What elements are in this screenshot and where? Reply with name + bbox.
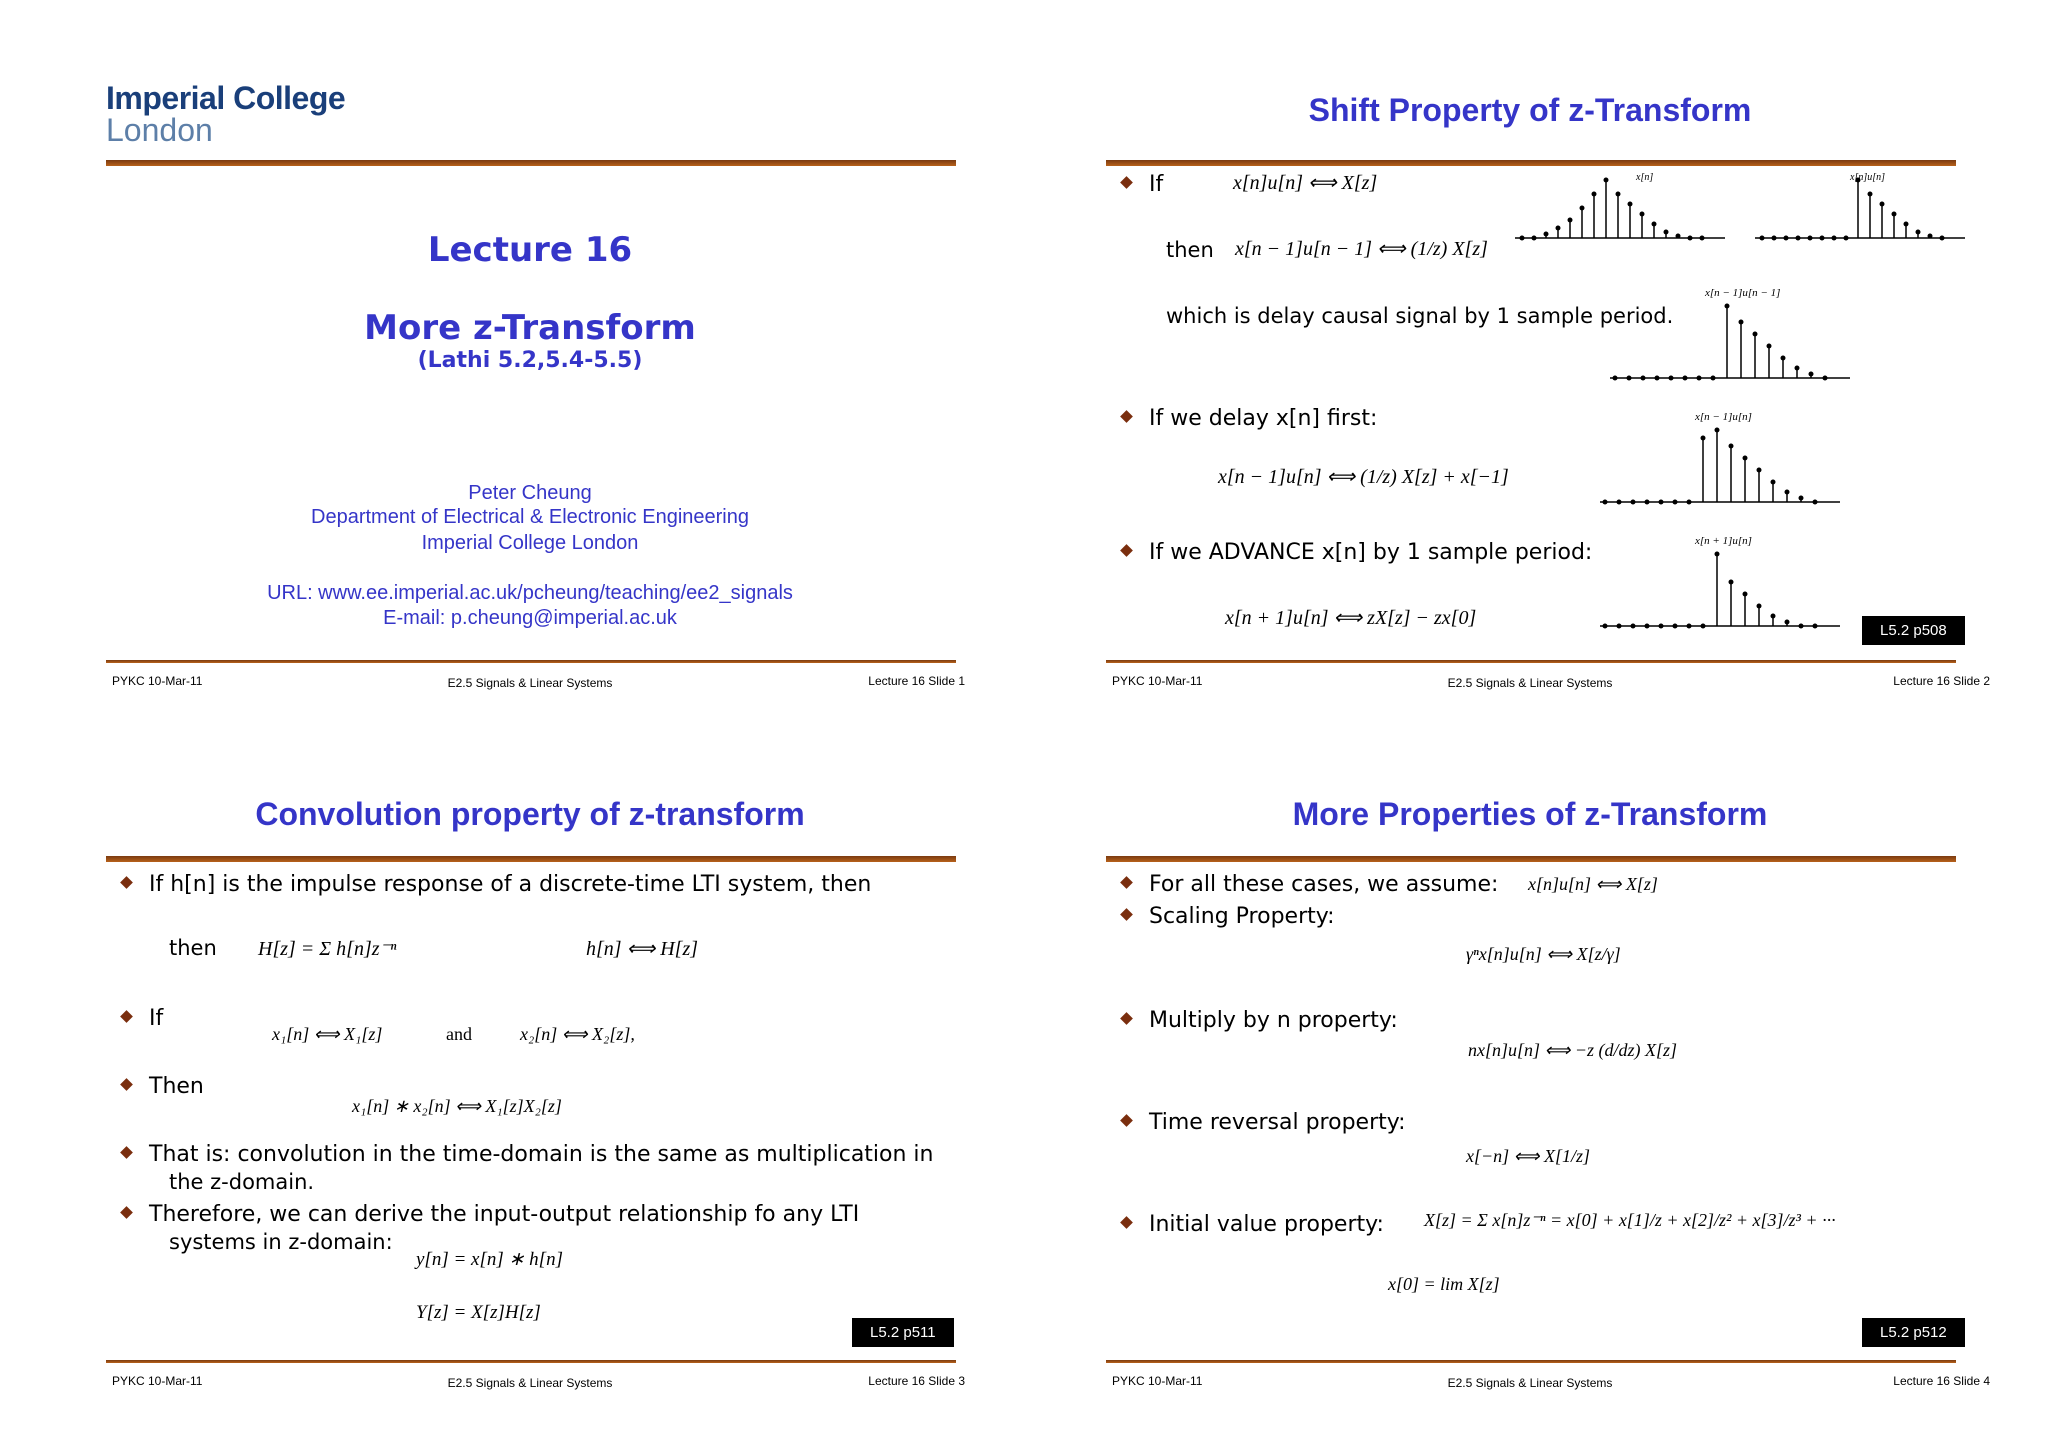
stem-point <box>1580 206 1585 211</box>
delay-description: which is delay causal signal by 1 sample period. <box>1166 304 1674 328</box>
bullet-impulse: If h[n] is the impulse response of a discrete-time LTI system, then <box>122 872 871 897</box>
department: Department of Electrical & Electronic Engineering <box>311 506 749 528</box>
diamond-bullet-icon <box>1120 1216 1133 1229</box>
stem-series <box>1520 178 1705 241</box>
stem-point <box>1631 624 1636 629</box>
stem-point <box>1673 624 1678 629</box>
plot-label: x[n − 1]u[n − 1] <box>1705 287 1781 299</box>
label-then: then <box>1166 238 1214 262</box>
stem-point <box>1796 236 1801 241</box>
textbook-reference-badge: L5.2 p508 <box>1862 616 1965 645</box>
stem-point <box>1743 592 1748 597</box>
stem-point <box>1603 500 1608 505</box>
bullet-advance: If we ADVANCE x[n] by 1 sample period: <box>1122 540 1592 565</box>
footer-center: E2.5 Signals & Linear Systems <box>447 676 613 690</box>
stem-point <box>1928 234 1933 239</box>
stem-point <box>1711 376 1716 381</box>
stem-point <box>1813 500 1818 505</box>
stem-point <box>1729 444 1734 449</box>
stem-point <box>1767 344 1772 349</box>
slide-title: Convolution property of z-transform <box>255 796 805 832</box>
stem-point <box>1616 192 1621 197</box>
bullet-then: Then <box>122 1074 204 1099</box>
bottom-rule <box>106 660 956 663</box>
bullet-therefore-cont: systems in z-domain: <box>169 1230 393 1254</box>
stem-point <box>1715 552 1720 557</box>
stem-point <box>1813 624 1818 629</box>
stem-point <box>1645 624 1650 629</box>
stem-point <box>1757 604 1762 609</box>
slide-title: More Properties of z-Transform <box>1292 796 1768 832</box>
stem-point <box>1673 500 1678 505</box>
diamond-bullet-icon <box>1120 876 1133 889</box>
stem-point <box>1641 376 1646 381</box>
footer-right: Lecture 16 Slide 3 <box>868 1374 965 1388</box>
college-logo-line2: London <box>106 112 213 148</box>
stem-point <box>1757 468 1762 473</box>
label-and: and <box>446 1024 472 1044</box>
stem-point <box>1544 232 1549 237</box>
equation-scaling: γⁿx[n]u[n] ⟺ X[z/γ] <box>1466 944 1621 964</box>
plot-label: x[n + 1]u[n] <box>1695 535 1752 547</box>
stem-point <box>1799 624 1804 629</box>
stem-point <box>1700 236 1705 241</box>
footer-center: E2.5 Signals & Linear Systems <box>1447 676 1613 690</box>
equation-time-domain: y[n] = x[n] ∗ h[n] <box>416 1249 563 1270</box>
stem-plot-delayed <box>1595 406 1845 516</box>
stem-point <box>1556 226 1561 231</box>
stem-point <box>1676 234 1681 239</box>
stem-point <box>1603 624 1608 629</box>
email-link[interactable]: E-mail: p.cheung@imperial.ac.uk <box>383 607 677 629</box>
stem-point <box>1916 230 1921 235</box>
stem-point <box>1669 376 1674 381</box>
bullet-assume: For all these cases, we assume: <box>1122 872 1498 897</box>
diamond-bullet-icon <box>1120 176 1133 189</box>
footer-right: Lecture 16 Slide 1 <box>868 674 965 688</box>
textbook-reference-badge: L5.2 p511 <box>852 1318 954 1347</box>
plot-label: x[n − 1]u[n] <box>1695 411 1752 423</box>
diamond-bullet-icon <box>120 1078 133 1091</box>
college-logo-line1: Imperial College <box>106 80 346 116</box>
stem-point <box>1652 222 1657 227</box>
stem-series <box>1760 178 1945 241</box>
stem-point <box>1568 218 1573 223</box>
college-name: Imperial College London <box>421 532 639 554</box>
footer-center: E2.5 Signals & Linear Systems <box>447 1376 613 1390</box>
plot-label: x[n]u[n] <box>1850 172 1886 183</box>
footer-left: PYKC 10-Mar-11 <box>1112 1374 1203 1388</box>
stem-point <box>1617 624 1622 629</box>
stem-plot-x <box>1510 170 1730 250</box>
bullet-if: If <box>122 1006 163 1031</box>
bottom-rule <box>106 1360 956 1363</box>
stem-point <box>1808 236 1813 241</box>
bullet-reversal: Time reversal property: <box>1122 1110 1406 1135</box>
stem-point <box>1659 500 1664 505</box>
stem-point <box>1715 428 1720 433</box>
stem-point <box>1784 236 1789 241</box>
equation-limit: x[0] = lim X[z] <box>1388 1274 1500 1294</box>
stem-point <box>1832 236 1837 241</box>
stem-point <box>1617 500 1622 505</box>
footer-right: Lecture 16 Slide 4 <box>1893 1374 1990 1388</box>
bottom-rule <box>1106 1360 1956 1363</box>
stem-point <box>1640 212 1645 217</box>
bullet-if: If <box>1122 172 1163 197</box>
stem-plot-delayed-causal <box>1605 282 1855 392</box>
stem-series <box>1603 552 1818 629</box>
equation-convolution: x₁[n] ∗ x₂[n] ⟺ X₁[z]X₂[z] <box>352 1096 562 1116</box>
diamond-bullet-icon <box>1120 1012 1133 1025</box>
lecture-reference: (Lathi 5.2,5.4-5.5) <box>417 348 643 373</box>
stem-point <box>1781 356 1786 361</box>
stem-point <box>1760 236 1765 241</box>
stem-point <box>1592 192 1597 197</box>
stem-point <box>1659 624 1664 629</box>
equation-delay: x[n − 1]u[n] ⟺ (1/z) X[z] + x[−1] <box>1218 466 1509 488</box>
diamond-bullet-icon <box>120 1010 133 1023</box>
textbook-reference-badge: L5.2 p512 <box>1862 1318 1965 1347</box>
equation-advance: x[n + 1]u[n] ⟺ zX[z] − zx[0] <box>1225 607 1477 629</box>
top-rule <box>1106 160 1956 166</box>
equation-multiply: nx[n]u[n] ⟺ −z (d/dz) X[z] <box>1468 1040 1677 1060</box>
footer-left: PYKC 10-Mar-11 <box>112 1374 203 1388</box>
stem-point <box>1687 500 1692 505</box>
stem-point <box>1627 376 1632 381</box>
stem-point <box>1532 236 1537 241</box>
top-rule <box>1106 856 1956 862</box>
stem-point <box>1688 236 1693 241</box>
stem-point <box>1823 376 1828 381</box>
stem-point <box>1785 490 1790 495</box>
author-name: Peter Cheung <box>468 482 592 504</box>
slide-2 <box>1090 60 2048 690</box>
diamond-bullet-icon <box>1120 544 1133 557</box>
stem-point <box>1892 212 1897 217</box>
stem-series <box>1613 304 1828 381</box>
diamond-bullet-icon <box>120 1146 133 1159</box>
equation-x1: x₁[n] ⟺ X₁[z] <box>272 1024 383 1044</box>
footer-left: PYKC 10-Mar-11 <box>1112 674 1203 688</box>
stem-point <box>1655 376 1660 381</box>
equation-x2: x₂[n] ⟺ X₂[z], <box>520 1024 635 1044</box>
stem-point <box>1701 436 1706 441</box>
stem-point <box>1725 304 1730 309</box>
stem-point <box>1772 236 1777 241</box>
top-rule <box>106 856 956 862</box>
bottom-rule <box>1106 660 1956 663</box>
diamond-bullet-icon <box>120 1206 133 1219</box>
equation-assume: x[n]u[n] ⟺ X[z] <box>1528 874 1658 894</box>
diamond-bullet-icon <box>1120 1114 1133 1127</box>
stem-point <box>1771 480 1776 485</box>
footer-left: PYKC 10-Mar-11 <box>112 674 203 688</box>
stem-point <box>1697 376 1702 381</box>
footer-right: Lecture 16 Slide 2 <box>1893 674 1990 688</box>
stem-point <box>1739 320 1744 325</box>
stem-point <box>1613 376 1618 381</box>
slide-title: Shift Property of z-Transform <box>1308 92 1752 128</box>
stem-point <box>1844 236 1849 241</box>
equation-then: x[n − 1]u[n − 1] ⟺ (1/z) X[z] <box>1235 238 1488 260</box>
course-url[interactable]: URL: www.ee.imperial.ac.uk/pcheung/teaching/ee2_signals <box>267 582 793 604</box>
stem-point <box>1631 500 1636 505</box>
stem-point <box>1868 192 1873 197</box>
lecture-number: Lecture 16 <box>427 230 633 270</box>
stem-point <box>1729 580 1734 585</box>
bullet-that-is: That is: convolution in the time-domain is the same as multiplication in <box>122 1142 934 1167</box>
equation-transfer: H[z] = Σ h[n]z⁻ⁿ <box>258 938 397 960</box>
diamond-bullet-icon <box>1120 908 1133 921</box>
footer-center: E2.5 Signals & Linear Systems <box>1447 1376 1613 1390</box>
stem-series <box>1603 428 1818 505</box>
stem-point <box>1604 178 1609 183</box>
stem-point <box>1880 202 1885 207</box>
stem-plot-xu <box>1750 170 1970 250</box>
stem-point <box>1771 614 1776 619</box>
equation-initial: X[z] = Σ x[n]z⁻ⁿ = x[0] + x[1]/z + x[2]/z² + x[3]/z³ + ··· <box>1424 1210 1836 1230</box>
stem-point <box>1645 500 1650 505</box>
diamond-bullet-icon <box>120 876 133 889</box>
equation-if: x[n]u[n] ⟺ X[z] <box>1233 172 1378 194</box>
stem-point <box>1683 376 1688 381</box>
stem-point <box>1795 366 1800 371</box>
equation-pair: h[n] ⟺ H[z] <box>586 938 699 960</box>
label-then: then <box>169 936 217 960</box>
stem-point <box>1753 332 1758 337</box>
slide-4 <box>1090 760 2048 1390</box>
equation-z-domain: Y[z] = X[z]H[z] <box>416 1302 541 1323</box>
slide-1 <box>90 60 1050 690</box>
stem-point <box>1785 620 1790 625</box>
stem-point <box>1628 202 1633 207</box>
top-rule <box>106 160 956 166</box>
stem-point <box>1904 222 1909 227</box>
plot-label: x[n] <box>1636 172 1654 183</box>
stem-point <box>1664 230 1669 235</box>
diamond-bullet-icon <box>1120 410 1133 423</box>
bullet-initial: Initial value property: <box>1122 1212 1384 1237</box>
stem-plot-advanced <box>1595 530 1845 640</box>
bullet-scaling: Scaling Property: <box>1122 904 1335 929</box>
stem-point <box>1743 456 1748 461</box>
stem-point <box>1701 624 1706 629</box>
stem-point <box>1687 624 1692 629</box>
bullet-delay: If we delay x[n] first: <box>1122 406 1377 431</box>
stem-point <box>1940 236 1945 241</box>
bullet-that-is-cont: the z-domain. <box>169 1170 315 1194</box>
stem-point <box>1820 236 1825 241</box>
bullet-therefore: Therefore, we can derive the input-output relationship fo any LTI <box>122 1202 859 1227</box>
slide-3 <box>90 760 1050 1390</box>
equation-reversal: x[−n] ⟺ X[1/z] <box>1466 1146 1590 1166</box>
lecture-topic: More z-Transform <box>364 308 696 348</box>
stem-point <box>1520 236 1525 241</box>
stem-point <box>1809 372 1814 377</box>
stem-point <box>1799 496 1804 501</box>
bullet-multiply: Multiply by n property: <box>1122 1008 1398 1033</box>
